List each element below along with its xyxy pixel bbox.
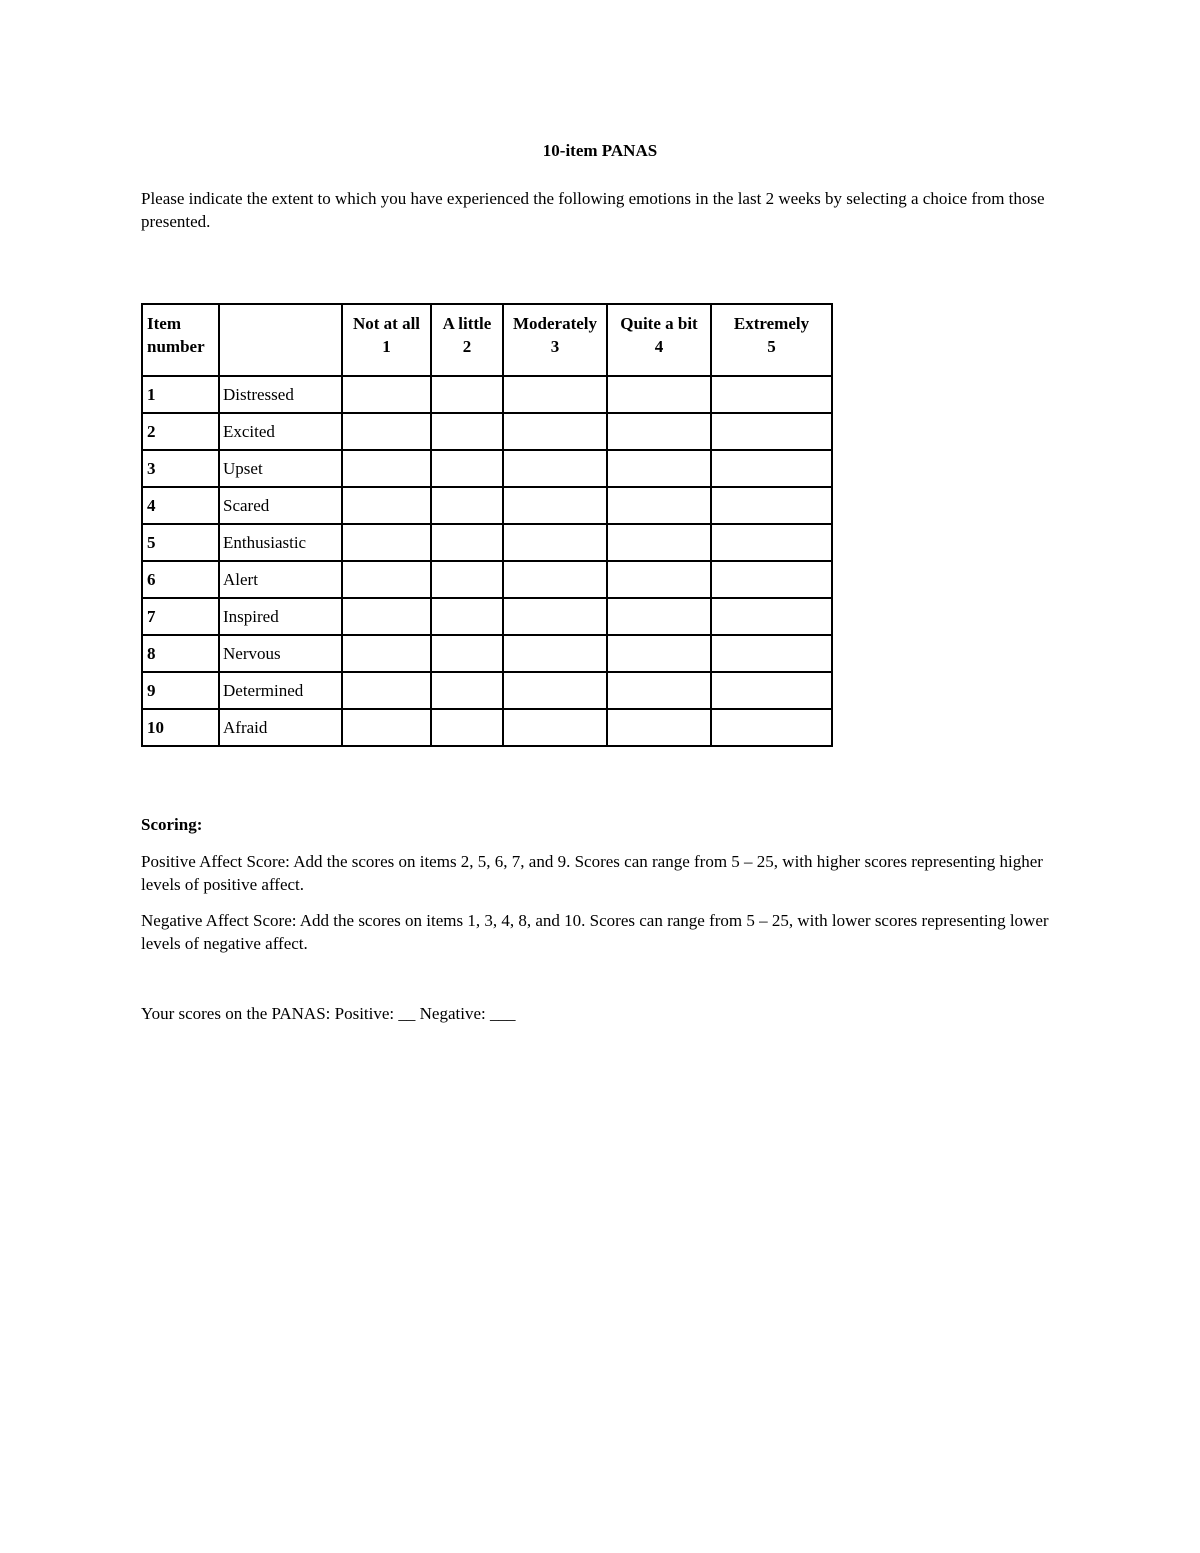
emotion-cell: Inspired — [219, 598, 342, 635]
rating-cell-5[interactable] — [711, 598, 832, 635]
rating-cell-3[interactable] — [503, 672, 607, 709]
item-number-cell: 3 — [142, 450, 219, 487]
item-number-cell: 6 — [142, 561, 219, 598]
negative-affect-description: Negative Affect Score: Add the scores on items 1, 3, 4, 8, and 10. Scores can range from 5 – 25, with lower scores representing lower levels of negative affect. — [141, 911, 1049, 953]
rating-cell-2[interactable] — [431, 598, 503, 635]
document-title: 10-item PANAS — [542, 141, 658, 160]
rating-cell-5[interactable] — [711, 561, 832, 598]
table-row — [142, 524, 832, 561]
scale-label: Extremely — [733, 314, 810, 333]
item-number-cell: 8 — [142, 635, 219, 672]
emotion-cell: Scared — [219, 487, 342, 524]
rating-cell-4[interactable] — [607, 672, 711, 709]
item-number-cell: 7 — [142, 598, 219, 635]
rating-cell-5[interactable] — [711, 635, 832, 672]
rating-cell-1[interactable] — [342, 413, 431, 450]
header-scale-2 — [431, 304, 503, 376]
table-row — [142, 635, 832, 672]
emotion-cell: Nervous — [219, 635, 342, 672]
table-body — [142, 376, 832, 746]
scale-value: 5 — [767, 337, 776, 356]
table-row — [142, 376, 832, 413]
emotion-cell: Enthusiastic — [219, 524, 342, 561]
rating-cell-1[interactable] — [342, 672, 431, 709]
scoring-heading: Scoring: — [141, 815, 203, 834]
rating-cell-1[interactable] — [342, 635, 431, 672]
emotion-cell: Excited — [219, 413, 342, 450]
item-number-cell: 9 — [142, 672, 219, 709]
table-row — [142, 709, 832, 746]
scale-value: 3 — [550, 337, 560, 356]
rating-cell-1[interactable] — [342, 598, 431, 635]
scale-value: 2 — [462, 337, 472, 356]
table-row — [142, 561, 832, 598]
instructions-text: Please indicate the extent to which you have experienced the following emotions in the last 2 weeks by selecting a choice from those presented. — [141, 189, 1045, 231]
rating-cell-4[interactable] — [607, 413, 711, 450]
rating-cell-2[interactable] — [431, 376, 503, 413]
rating-cell-5[interactable] — [711, 487, 832, 524]
header-scale-1 — [342, 304, 431, 376]
header-scale-4 — [607, 304, 711, 376]
rating-cell-1[interactable] — [342, 376, 431, 413]
emotion-cell: Distressed — [219, 376, 342, 413]
rating-cell-3[interactable] — [503, 561, 607, 598]
item-number-cell: 5 — [142, 524, 219, 561]
rating-cell-2[interactable] — [431, 635, 503, 672]
rating-cell-1[interactable] — [342, 487, 431, 524]
rating-cell-3[interactable] — [503, 413, 607, 450]
rating-cell-4[interactable] — [607, 561, 711, 598]
header-scale-5 — [711, 304, 832, 376]
panas-table — [141, 303, 833, 747]
rating-cell-3[interactable] — [503, 635, 607, 672]
item-number-cell: 2 — [142, 413, 219, 450]
table-row — [142, 598, 832, 635]
rating-cell-1[interactable] — [342, 561, 431, 598]
table-row — [142, 450, 832, 487]
your-scores-line: Your scores on the PANAS: Positive: __ Negative: ___ — [141, 1004, 516, 1023]
table-row — [142, 672, 832, 709]
rating-cell-4[interactable] — [607, 524, 711, 561]
rating-cell-3[interactable] — [503, 598, 607, 635]
rating-cell-1[interactable] — [342, 524, 431, 561]
scale-label: Moderately — [512, 314, 598, 333]
table-header-row — [142, 304, 832, 376]
rating-cell-2[interactable] — [431, 524, 503, 561]
scale-label: Quite a bit — [620, 314, 698, 333]
rating-cell-3[interactable] — [503, 450, 607, 487]
emotion-cell: Afraid — [219, 709, 342, 746]
header-item-number: Item number — [142, 304, 219, 376]
scale-value: 4 — [654, 337, 664, 356]
rating-cell-5[interactable] — [711, 672, 832, 709]
rating-cell-3[interactable] — [503, 524, 607, 561]
header-scale-3 — [503, 304, 607, 376]
item-number-cell: 10 — [142, 709, 219, 746]
rating-cell-5[interactable] — [711, 413, 832, 450]
rating-cell-5[interactable] — [711, 524, 832, 561]
rating-cell-2[interactable] — [431, 561, 503, 598]
rating-cell-4[interactable] — [607, 598, 711, 635]
rating-cell-1[interactable] — [342, 450, 431, 487]
rating-cell-4[interactable] — [607, 635, 711, 672]
table-row — [142, 413, 832, 450]
rating-cell-4[interactable] — [607, 709, 711, 746]
emotion-cell: Alert — [219, 561, 342, 598]
item-number-cell: 4 — [142, 487, 219, 524]
positive-affect-description: Positive Affect Score: Add the scores on items 2, 5, 6, 7, and 9. Scores can range from 5 – 25, with higher scores representing higher levels of positive affect. — [141, 852, 1043, 894]
table-row — [142, 487, 832, 524]
rating-cell-3[interactable] — [503, 487, 607, 524]
scale-label: Not at all — [352, 314, 421, 333]
rating-cell-1[interactable] — [342, 709, 431, 746]
rating-cell-2[interactable] — [431, 672, 503, 709]
emotion-cell: Determined — [219, 672, 342, 709]
rating-cell-3[interactable] — [503, 709, 607, 746]
rating-cell-4[interactable] — [607, 487, 711, 524]
rating-cell-4[interactable] — [607, 376, 711, 413]
scale-value: 1 — [382, 337, 391, 356]
rating-cell-3[interactable] — [503, 376, 607, 413]
rating-cell-5[interactable] — [711, 450, 832, 487]
rating-cell-4[interactable] — [607, 450, 711, 487]
item-number-cell: 1 — [142, 376, 219, 413]
scale-label: A little — [442, 314, 492, 333]
rating-cell-2[interactable] — [431, 487, 503, 524]
rating-cell-2[interactable] — [431, 709, 503, 746]
emotion-cell: Upset — [219, 450, 342, 487]
rating-cell-5[interactable] — [711, 376, 832, 413]
rating-cell-2[interactable] — [431, 413, 503, 450]
header-emotion — [219, 304, 342, 376]
rating-cell-5[interactable] — [711, 709, 832, 746]
rating-cell-2[interactable] — [431, 450, 503, 487]
